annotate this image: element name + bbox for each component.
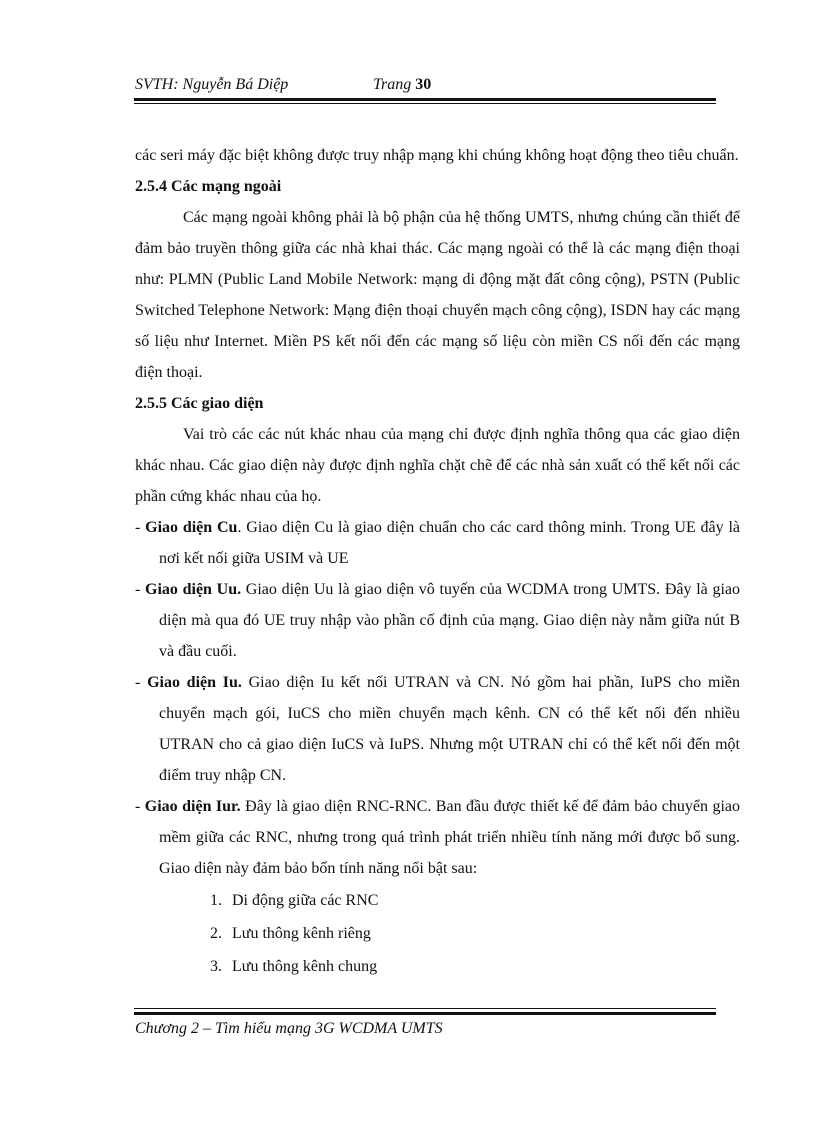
page-label: Trang xyxy=(373,76,412,93)
bullet-term: Giao diện Iur. xyxy=(144,798,241,815)
header-rule-thick xyxy=(134,98,716,101)
footer-rule-thin xyxy=(134,1008,716,1009)
list-item xyxy=(210,950,740,983)
bullet-item-uu xyxy=(135,574,740,667)
chapter-label: Chương 2 – Tìm hiểu mạng 3G WCDMA UMTS xyxy=(135,1020,443,1037)
bullet-dash: - xyxy=(135,519,146,536)
bullet-text: Giao diện Iu kết nối UTRAN và CN. Nó gồm hai phần, IuPS cho miền chuyển mạch gói, IuCS cho miền chuyển mạch kênh. CN có thể kết nối đến nhiều UTRAN cho cả giao diện IuCS và IuPS. Nhưng một UTRAN chỉ có thể kết nối đến một điểm truy nhập CN. xyxy=(159,674,741,784)
bullet-text: . Giao diện Cu là giao diện chuẩn cho các card thông minh. Trong UE đây là nơi kết nối giữa USIM và UE xyxy=(159,519,741,567)
list-number: 3. xyxy=(210,958,222,975)
bullet-item-iu xyxy=(135,667,740,791)
page-header xyxy=(135,76,715,98)
bullet-text: Đây là giao diện RNC-RNC. Ban đầu được thiết kế để đảm bảo chuyển giao mềm giữa các RNC, nhưng trong quá trình phát triển nhiều tính năng mới được bổ sung. Giao diện này đảm bảo bốn tính năng nổi bật sau: xyxy=(159,798,741,877)
section-paragraph-255: Vai trò các các nút khác nhau của mạng chỉ được định nghĩa thông qua các giao diện khác nhau. Các giao diện này được định nghĩa chặt chẽ để các nhà sản xuất có thể kết nối các phần cứng khác nhau của họ. xyxy=(135,426,740,505)
bullet-item-iur xyxy=(135,791,740,884)
bullet-dash: - xyxy=(135,798,145,815)
bullet-term: Giao diện Cu xyxy=(145,519,238,536)
footer-rule-thick xyxy=(134,1012,716,1015)
author-label: SVTH: Nguyễn Bá Diệp xyxy=(135,76,289,93)
list-text: Lưu thông kênh riêng xyxy=(232,925,371,942)
list-item xyxy=(210,884,740,917)
section-heading-255: 2.5.5 Các giao diện xyxy=(135,395,264,412)
list-number: 1. xyxy=(210,892,222,909)
page-number: 30 xyxy=(415,76,432,93)
page-content xyxy=(135,140,740,983)
list-number: 2. xyxy=(210,925,222,942)
intro-paragraph: các seri máy đặc biệt không được truy nhập mạng khi chúng không hoạt động theo tiêu chuẩn. xyxy=(135,147,739,164)
header-rule-thin xyxy=(134,103,716,104)
bullet-dash: - xyxy=(135,674,148,691)
bullet-term: Giao diện Uu. xyxy=(145,581,242,598)
page-footer xyxy=(135,1020,715,1038)
bullet-dash: - xyxy=(135,581,146,598)
section-heading-254: 2.5.4 Các mạng ngoài xyxy=(135,178,282,195)
feature-list xyxy=(135,884,740,983)
section-paragraph-254: Các mạng ngoài không phải là bộ phận của hệ thống UMTS, nhưng chúng cần thiết để đảm bảo truyền thông giữa các nhà khai thác. Các mạng ngoài có thể là các mạng điện thoại như: PLMN (Public Land Mobile Network: mạng di động mặt đất công cộng), PSTN (Public Switched Telephone Network: Mạng điện thoại chuyển mạch công cộng), ISDN hay các mạng số liệu như Internet. Miền PS kết nối đến các mạng số liệu còn miền CS nối đến các mạng điện thoại. xyxy=(135,209,740,381)
page-indicator xyxy=(373,76,431,94)
list-text: Di động giữa các RNC xyxy=(232,892,379,909)
list-item xyxy=(210,917,740,950)
bullet-item-cu xyxy=(135,512,740,574)
bullet-text: Giao diện Uu là giao diện vô tuyến của WCDMA trong UMTS. Đây là giao diện mà qua đó UE truy nhập vào phần cố định của mạng. Giao diện này nằm giữa nút B và đầu cuối. xyxy=(159,581,741,660)
list-text: Lưu thông kênh chung xyxy=(232,958,378,975)
bullet-term: Giao diện Iu. xyxy=(147,674,242,691)
